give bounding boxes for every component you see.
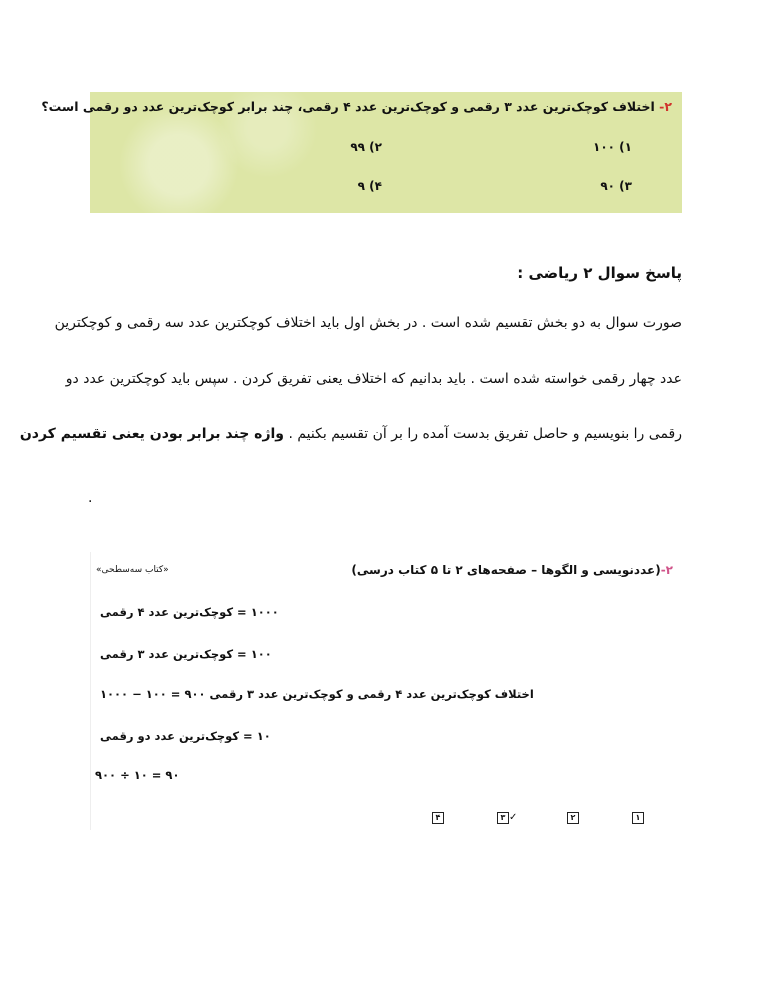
check-icon: ✓ — [509, 812, 518, 823]
solution-title — [351, 563, 673, 577]
answer-line-3-normal: رقمی را بنویسیم و حاصل تفریق بدست آمده را بر آن تقسیم بکنیم . — [284, 426, 682, 442]
answer-heading: پاسخ سوال ۲ ریاضی : — [517, 264, 682, 282]
question-image — [41, 92, 682, 213]
choice-3: ۳ — [497, 812, 509, 824]
answer-line-1: صورت سوال به دو بخش تقسیم شده است . در بخش اول باید اختلاف کوچکترین عدد سه رقمی و کوچکترین — [54, 315, 682, 331]
solution-line-3: اختلاف کوچک‌ترین عدد ۴ رقمی و کوچک‌ترین عدد ۳ رقمی ۹۰۰ = ۱۰۰ − ۱۰۰۰ — [100, 687, 534, 701]
choice-box-4 — [432, 805, 444, 824]
option-2: ۲) ۹۹ — [350, 140, 382, 154]
choice-box-3 — [497, 805, 517, 824]
answer-line-3 — [19, 426, 682, 442]
solution-line-1: ۱۰۰۰ = کوچک‌ترین عدد ۴ رقمی — [100, 605, 279, 619]
answer-period: . — [88, 490, 93, 506]
answer-line-2: عدد چهار رقمی خواسته شده است . باید بدانیم که اختلاف یعنی تفریق کردن . سپس باید کوچکترین عدد دو — [65, 371, 682, 387]
choice-box-1 — [632, 805, 644, 824]
choice-2: ۲ — [567, 812, 579, 824]
solution-number: ۲- — [660, 563, 673, 577]
option-4: ۴) ۹ — [357, 179, 382, 193]
option-1: ۱) ۱۰۰ — [593, 140, 632, 154]
choice-1: ۱ — [632, 812, 644, 824]
choice-box-2 — [567, 805, 579, 824]
choice-4: ۴ — [432, 812, 444, 824]
solution-line-4: ۱۰ = کوچک‌ترین عدد دو رقمی — [100, 729, 271, 743]
question-title — [41, 99, 672, 114]
solution-line-2: ۱۰۰ = کوچک‌ترین عدد ۳ رقمی — [100, 647, 272, 661]
solution-line-5: ۹۰ = ۱۰ ÷ ۹۰۰ — [95, 768, 180, 782]
answer-line-3-bold: واژه چند برابر بودن یعنی تقسیم کردن — [19, 426, 284, 442]
question-number: ۲- — [659, 99, 672, 114]
solution-title-text: (عددنویسی و الگوها – صفحه‌های ۲ تا ۵ کتاب درسی) — [351, 563, 661, 577]
question-text: اختلاف کوچک‌ترین عدد ۳ رقمی و کوچک‌ترین عدد ۴ رقمی، چند برابر کوچک‌ترین عدد دو رقمی است؟ — [41, 99, 655, 114]
solution-source: «کتاب سه‌سطحی» — [96, 565, 169, 575]
solution-image — [90, 552, 683, 830]
option-3: ۳) ۹۰ — [600, 179, 632, 193]
